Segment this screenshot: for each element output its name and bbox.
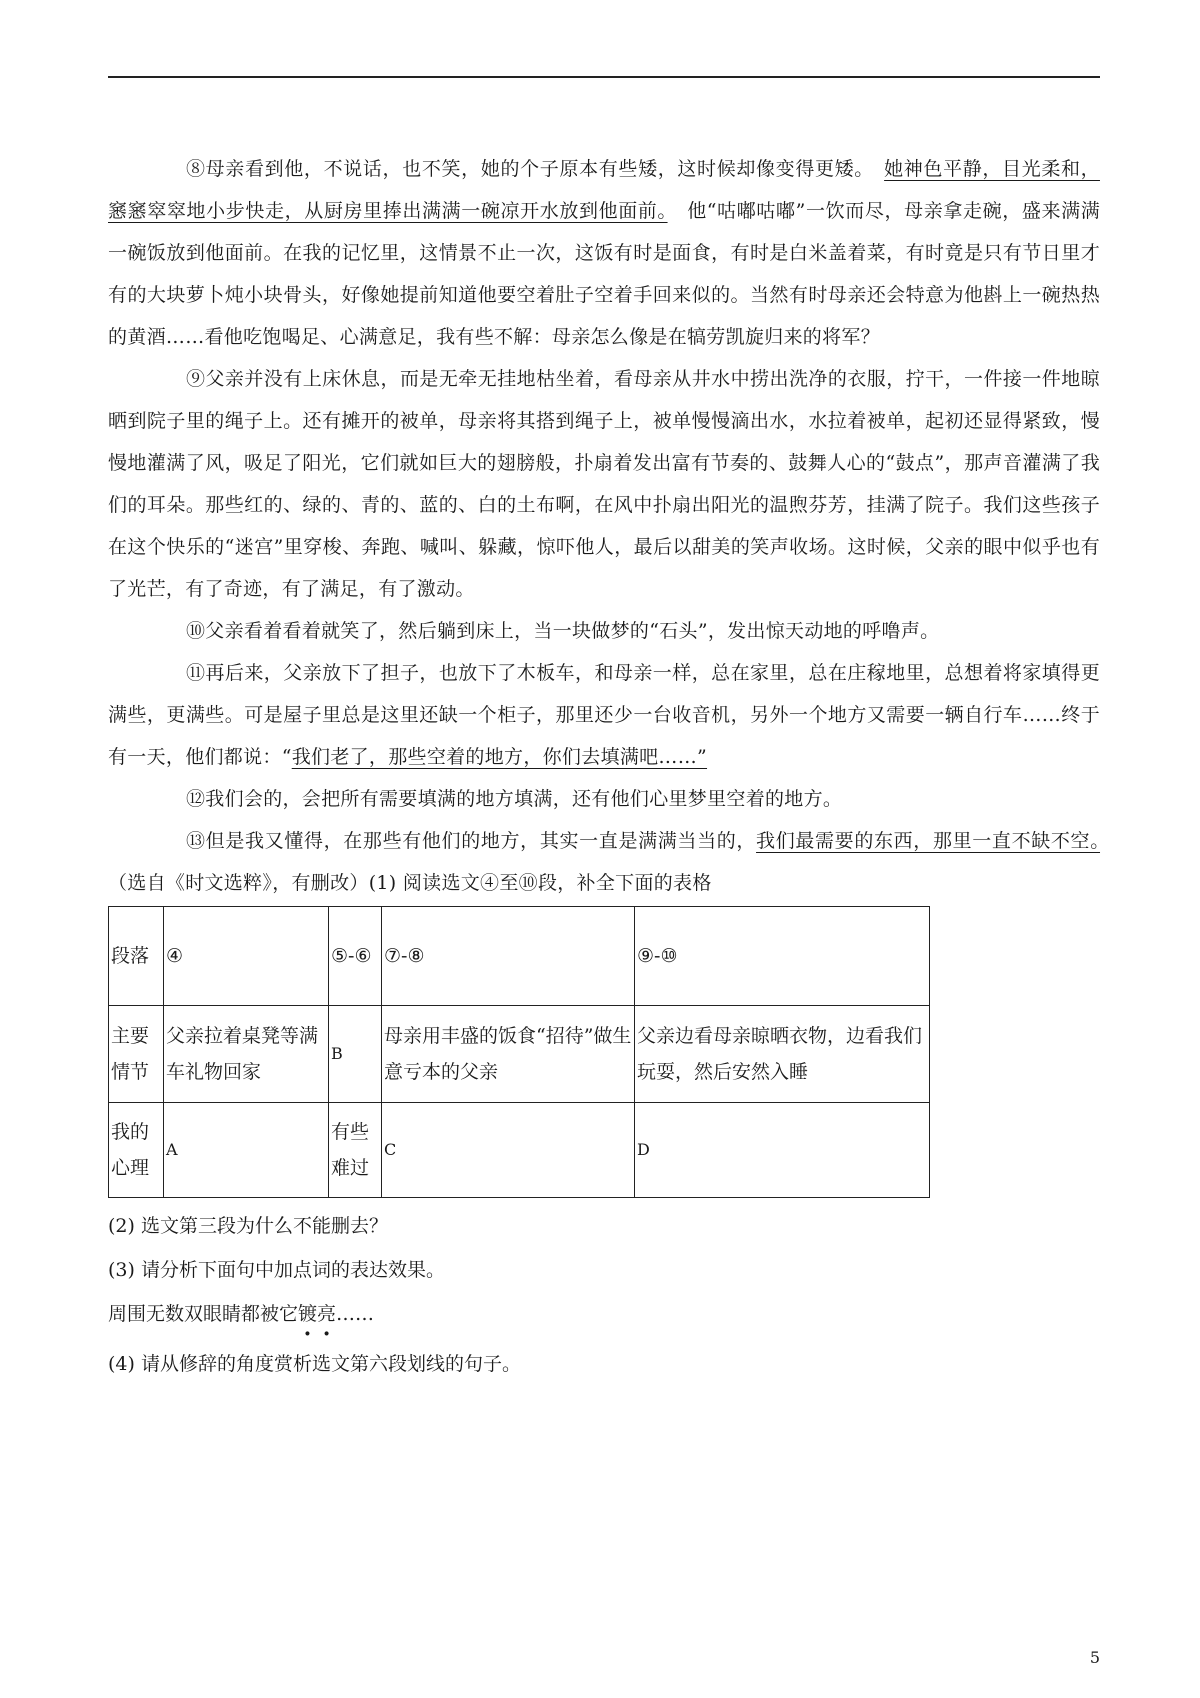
table-row xyxy=(109,907,930,1006)
table-cell-blank-b: B xyxy=(329,1006,382,1103)
table-header-cell: 段落 xyxy=(109,907,164,1006)
plot-table-wrapper xyxy=(108,906,1100,1198)
table-cell-blank-a: A xyxy=(164,1103,329,1198)
table-cell: ⑦-⑧ xyxy=(382,907,635,1006)
table-cell: ⑨-⑩ xyxy=(635,907,930,1006)
question-4: (4) 请从修辞的角度赏析选文第六段划线的句子。 xyxy=(108,1353,521,1375)
table-cell: 父亲边看母亲晾晒衣物，边看我们玩耍，然后安然入睡 xyxy=(635,1006,930,1103)
table-header-cell: 我的心理 xyxy=(109,1103,164,1198)
question-3: (3) 请分析下面句中加点词的表达效果。 xyxy=(108,1259,445,1281)
question-3-sentence xyxy=(108,1292,1100,1336)
page-number: 5 xyxy=(1089,1648,1100,1667)
dotted-word-1: 镀 xyxy=(298,1303,318,1325)
table-header-cell: 主要情节 xyxy=(109,1006,164,1103)
paragraph-11 xyxy=(108,652,1100,778)
p11-text-a: ⑪再后来，父亲放下了担子，也放下了木板车，和母亲一样，总在家里，总在庄稼地里，总想着将家填得更满些，更满些。可是屋子里总是这里还缺一个柜子，那里还少一台收音机，另外一个地方又需要一辆自行车……终于有一天，他们都说：“ xyxy=(108,662,1100,768)
p13-text-a: ⑬但是我又懂得，在那些有他们的地方，其实一直是满满当当的， xyxy=(186,830,757,852)
document-body xyxy=(108,148,1100,1386)
question-1: （选自《时文选粹》，有删改）(1) 阅读选文④至⑩段，补全下面的表格 xyxy=(108,872,712,894)
header-rule xyxy=(108,76,1100,78)
question-2: (2) 选文第三段为什么不能删去？ xyxy=(108,1215,388,1237)
plot-table xyxy=(108,906,930,1198)
table-cell: 有些难过 xyxy=(329,1103,382,1198)
q3-sentence-post: …… xyxy=(336,1303,375,1325)
q3-sentence-pre: 周围无数双眼睛都被它 xyxy=(108,1303,299,1325)
paragraph-8 xyxy=(108,148,1100,358)
p13-underlined-sentence: 我们最需要的东西，那里一直不缺不空。 xyxy=(756,830,1101,852)
p11-underlined-sentence: 我们老了，那些空着的地方，你们去填满吧……” xyxy=(291,746,708,768)
paragraph-9: ⑨父亲并没有上床休息，而是无牵无挂地枯坐着，看母亲从井水中捞出洗净的衣服，拧干，一件接一件地晾晒到院子里的绳子上。还有摊开的被单，母亲将其搭到绳子上，被单慢慢滴出水，水拉着被单，起初还显得紧致，慢慢地灌满了风，吸足了阳光，它们就如巨大的翅膀般，扑扇着发出富有节奏的、鼓舞人心的“鼓点”，那声音灌满了我们的耳朵。那些红的、绿的、青的、蓝的、白的土布啊，在风中扑扇出阳光的温煦芬芳，挂满了院子。我们这些孩子在这个快乐的“迷宫”里穿梭、奔跑、喊叫、躲藏，惊吓他人，最后以甜美的笑声收场。这时候，父亲的眼中似乎也有了光芒，有了奇迹，有了满足，有了激动。 xyxy=(108,368,1100,600)
table-cell: 父亲拉着桌凳等满车礼物回家 xyxy=(164,1006,329,1103)
p8-underlined-sentence: 她神色平静，目光柔和，窸窸窣窣地小步快走，从厨房里捧出满满一碗凉开水放到他面前。 xyxy=(108,158,1100,222)
table-cell: ⑤-⑥ xyxy=(329,907,382,1006)
table-cell-blank-d: D xyxy=(635,1103,930,1198)
dotted-word-2: 亮 xyxy=(317,1303,337,1325)
paragraph-10: ⑩父亲看着看着就笑了，然后躺到床上，当一块做梦的“石头”，发出惊天动地的呼噜声。 xyxy=(186,620,940,642)
table-row xyxy=(109,1006,930,1103)
table-cell: ④ xyxy=(164,907,329,1006)
table-cell-blank-c: C xyxy=(382,1103,635,1198)
p8-text-a: ⑧母亲看到他，不说话，也不笑，她的个子原本有些矮，这时候却像变得更矮。 xyxy=(186,158,865,180)
table-row xyxy=(109,1103,930,1198)
p8-text-c: 他“咕嘟咕嘟”一饮而尽，母亲拿走碗，盛来满满一碗饭放到他面前。在我的记忆里，这情景不止一次，这饭有时是面食，有时是白米盖着菜，有时竟是只有节日里才有的大块萝卜炖小块骨头，好像她提前知道他要空着肚子空着手回来似的。当然有时母亲还会特意为他斟上一碗热热的黄酒……看他吃饱喝足、心满意足，我有些不解：母亲怎么像是在犒劳凯旋归来的将军？ xyxy=(108,200,1100,348)
table-cell: 母亲用丰盛的饭食“招待”做生意亏本的父亲 xyxy=(382,1006,635,1103)
paragraph-12: ⑫我们会的，会把所有需要填满的地方填满，还有他们心里梦里空着的地方。 xyxy=(186,788,843,810)
paragraph-13 xyxy=(108,820,1100,904)
